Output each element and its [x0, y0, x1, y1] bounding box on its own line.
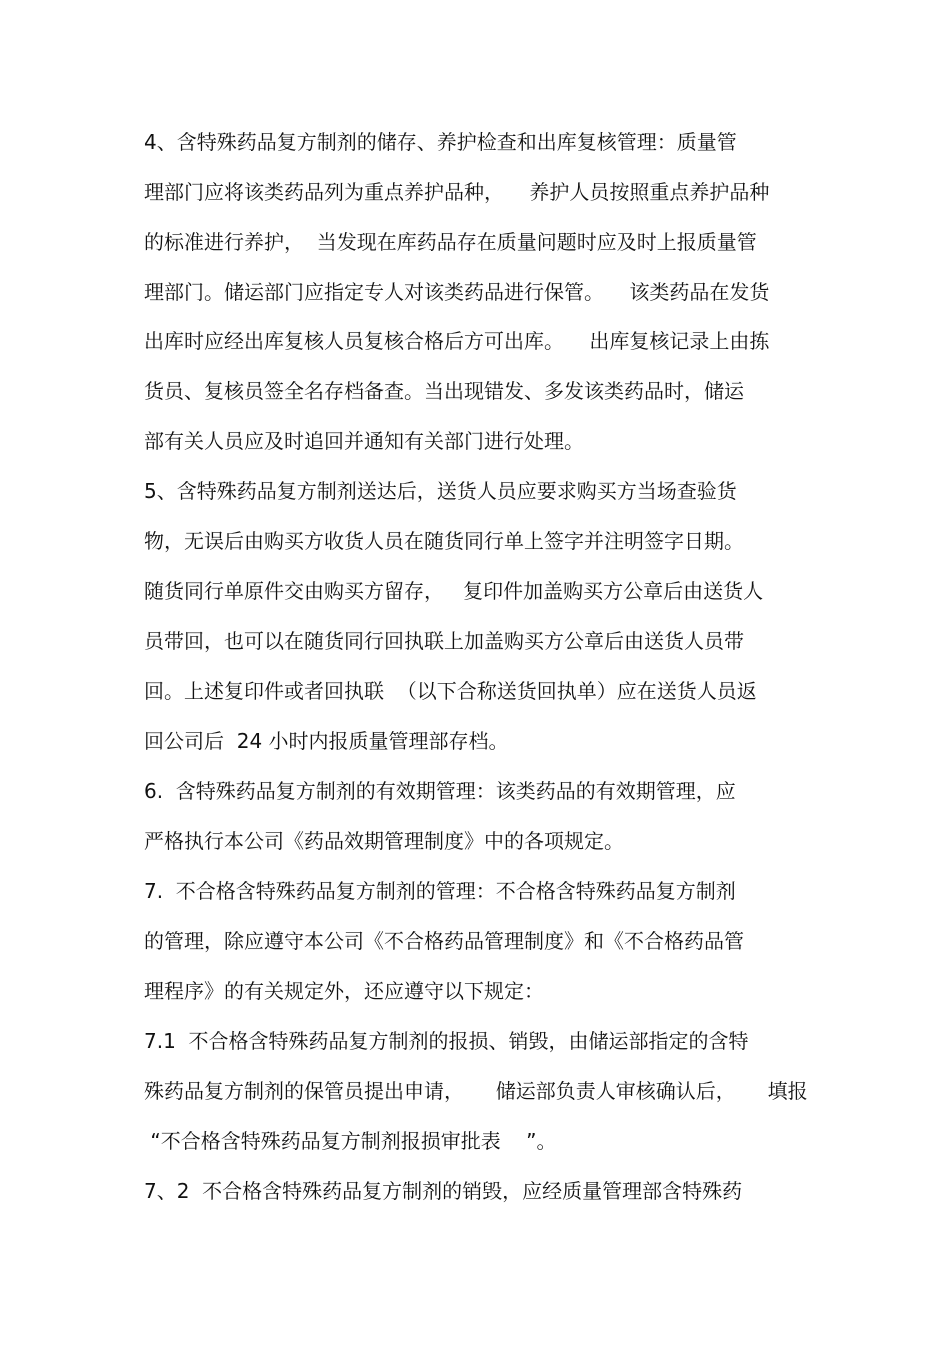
- text-line: 货员、复核员签全名存档备查。当出现错发、多发该类药品时，储运: [144, 379, 744, 403]
- text-line: 7. 不合格含特殊药品复方制剂的管理：不合格含特殊药品复方制剂: [144, 879, 736, 903]
- text-line: 回。上述复印件或者回执联 （以下合称送货回执单）应在送货人员返: [144, 679, 757, 703]
- text-line: 理程序》的有关规定外，还应遵守以下规定：: [144, 979, 544, 1003]
- text-line: 7.1 不合格含特殊药品复方制剂的报损、销毁，由储运部指定的含特: [144, 1029, 749, 1053]
- text-line: 理部门应将该类药品列为重点养护品种， 养护人员按照重点养护品种: [144, 180, 770, 204]
- text-line: 5、含特殊药品复方制剂送达后，送货人员应要求购买方当场查验货: [144, 479, 737, 503]
- text-line: 殊药品复方制剂的保管员提出申请， 储运部负责人审核确认后， 填报: [144, 1079, 808, 1103]
- text-line: 物，无误后由购买方收货人员在随货同行单上签字并注明签字日期。: [144, 529, 744, 553]
- text-line: 部有关人员应及时追回并通知有关部门进行处理。: [144, 429, 584, 453]
- text-line: 4、含特殊药品复方制剂的储存、养护检查和出库复核管理：质量管: [144, 130, 737, 154]
- text-line: 员带回，也可以在随货同行回执联上加盖购买方公章后由送货人员带: [144, 629, 744, 653]
- text-line: 的标准进行养护， 当发现在库药品存在质量问题时应及时上报质量管: [144, 230, 757, 254]
- text-line: 严格执行本公司《药品效期管理制度》中的各项规定。: [144, 829, 624, 853]
- text-line: 回公司后 24 小时内报质量管理部存档。: [144, 729, 509, 753]
- text-line: “不合格含特殊药品复方制剂报损审批表 ”。: [144, 1129, 557, 1153]
- text-line: 随货同行单原件交由购买方留存， 复印件加盖购买方公章后由送货人: [144, 579, 764, 603]
- text-line: 出库时应经出库复核人员复核合格后方可出库。 出库复核记录上由拣: [144, 329, 770, 353]
- text-line: 6. 含特殊药品复方制剂的有效期管理：该类药品的有效期管理，应: [144, 779, 736, 803]
- text-line: 理部门。储运部门应指定专人对该类药品进行保管。 该类药品在发货: [144, 280, 770, 304]
- text-line: 的管理，除应遵守本公司《不合格药品管理制度》和《不合格药品管: [144, 929, 744, 953]
- text-line: 7、2 不合格含特殊药品复方制剂的销毁，应经质量管理部含特殊药: [144, 1179, 743, 1203]
